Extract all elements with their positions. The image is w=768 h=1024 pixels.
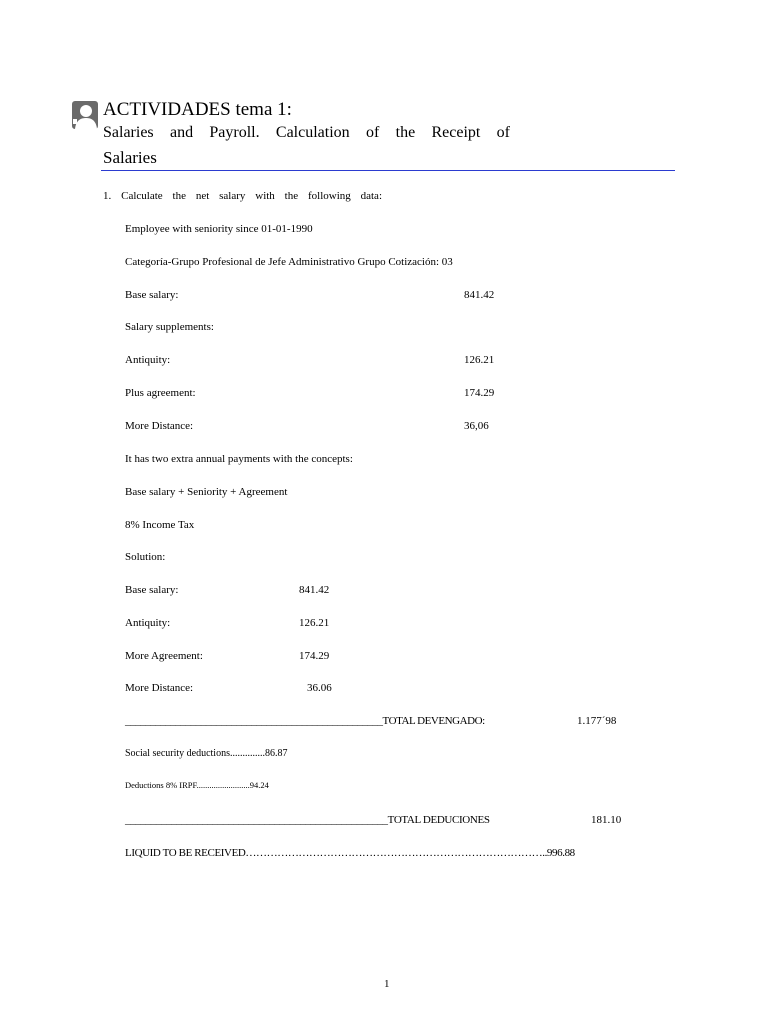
antiquity-label: Antiquity: [125,354,171,366]
person-logo-icon [72,101,98,129]
extra-payments-text: It has two extra annual payments with the concepts: [125,453,353,465]
page-title: ACTIVIDADES tema 1: [103,99,292,120]
salary-supplements-label: Salary supplements: [125,321,214,333]
solution-base-salary-value: 841.42 [299,584,330,596]
income-tax-text: 8% Income Tax [125,519,195,531]
solution-more-distance-label: More Distance: [125,682,194,694]
total-deducciones-value: 181.10 [591,814,622,826]
page-number: 1 [384,978,390,990]
irpf-deductions: Deductions 8% IRPF.........................94.24 [125,780,269,790]
solution-antiquity-value: 126.21 [299,617,330,629]
employee-seniority-text: Employee with seniority since 01-01-1990 [125,223,313,235]
solution-more-agreement-label: More Agreement: [125,650,203,662]
page-subtitle-continued: Salaries [103,148,157,167]
solution-more-distance-value: 36.06 [307,682,332,694]
total-devengado-line: ___________________________________________________TOTAL DEVENGADO: [125,715,485,727]
base-salary-label: Base salary: [125,289,179,301]
plus-agreement-value: 174.29 [464,387,495,399]
header-divider [101,170,675,171]
solution-base-salary-label: Base salary: [125,584,179,596]
category-text: Categoría-Grupo Profesional de Jefe Administrativo Grupo Cotización: 03 [125,256,453,268]
question-label: 1. Calculate the net salary with the following data: [103,190,382,202]
liquid-to-be-received: LIQUID TO BE RECEIVED…………………………………………………………………………..996.88 [125,847,575,859]
page-subtitle: Salaries and Payroll. Calculation of the Receipt of [103,124,510,141]
base-salary-value: 841.42 [464,289,495,301]
total-devengado-value: 1.177´98 [577,715,617,727]
antiquity-value: 126.21 [464,354,495,366]
solution-more-agreement-value: 174.29 [299,650,330,662]
more-distance-label: More Distance: [125,420,194,432]
total-deducciones-line: ___________________________________________________TOTAL DEDUCIONES [125,814,490,826]
social-security-deductions: Social security deductions..............86.87 [125,748,288,759]
solution-label: Solution: [125,551,166,563]
more-distance-value: 36,06 [464,420,489,432]
extra-concepts-text: Base salary + Seniority + Agreement [125,486,288,498]
plus-agreement-label: Plus agreement: [125,387,196,399]
solution-antiquity-label: Antiquity: [125,617,171,629]
